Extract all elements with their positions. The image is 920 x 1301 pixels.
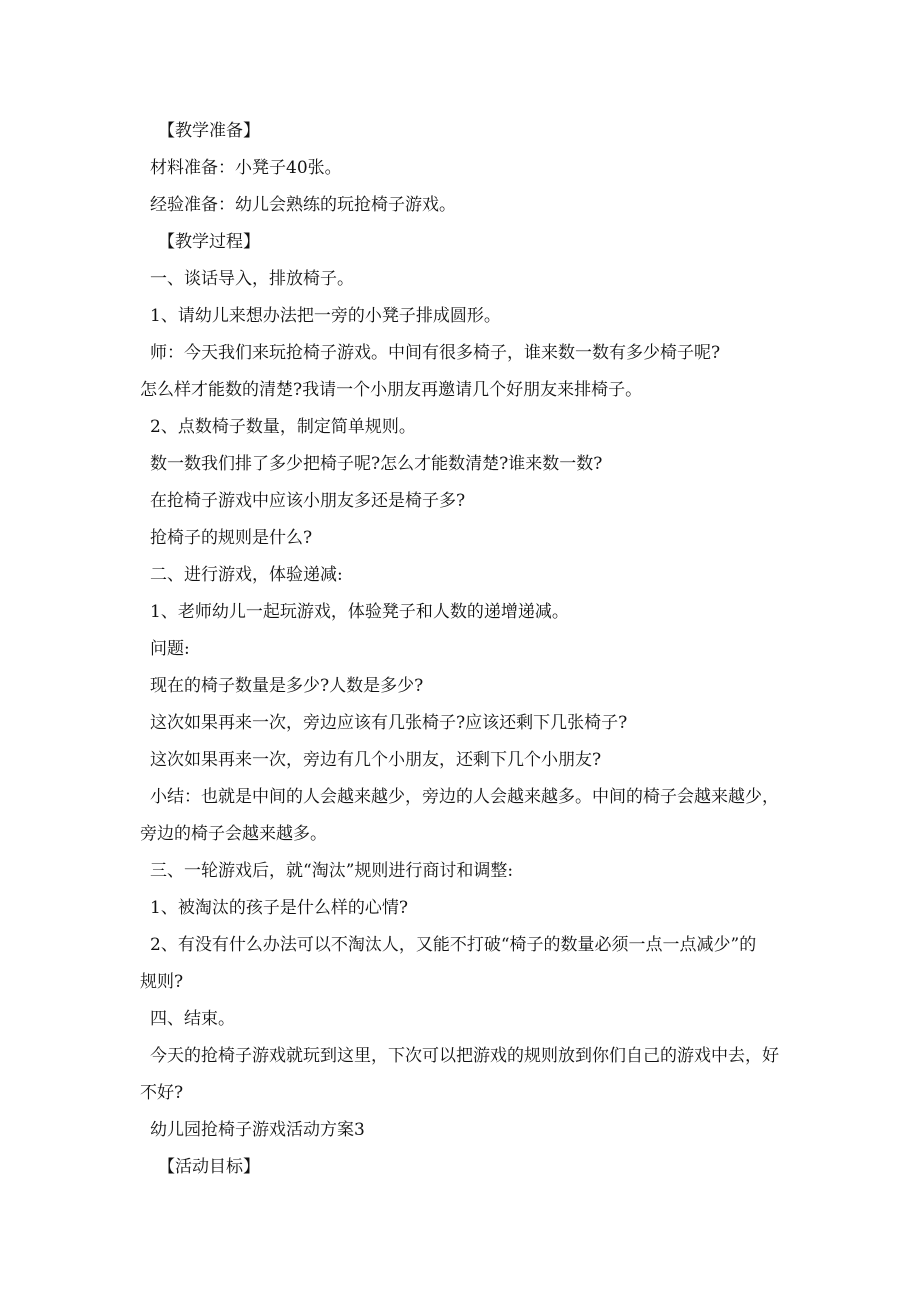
- plan-title: 幼儿园抢椅子游戏活动方案3: [150, 1120, 365, 1140]
- paragraph-line: 小结：也就是中间的人会越来越少，旁边的人会越来越多。中间的椅子会越来越少，: [150, 787, 779, 807]
- section-heading-preparation: 【教学准备】: [158, 121, 260, 141]
- paragraph-line: 2、点数椅子数量，制定简单规则。: [150, 417, 416, 437]
- paragraph-line: 四、结束。: [150, 1009, 235, 1029]
- paragraph-line: 师：今天我们来玩抢椅子游戏。中间有很多椅子，谁来数一数有多少椅子呢?: [150, 343, 721, 363]
- paragraph-line: 现在的椅子数量是多少?人数是多少?: [150, 676, 424, 696]
- paragraph-line: 在抢椅子游戏中应该小朋友多还是椅子多?: [150, 491, 466, 511]
- paragraph-line: 1、被淘汰的孩子是什么样的心情?: [150, 898, 408, 918]
- paragraph-line: 规则?: [140, 972, 184, 992]
- paragraph-line: 今天的抢椅子游戏就玩到这里，下次可以把游戏的规则放到你们自己的游戏中去，好: [150, 1046, 779, 1066]
- paragraph-line: 经验准备：幼儿会熟练的玩抢椅子游戏。: [150, 195, 456, 215]
- paragraph-line: 二、进行游戏，体验递减:: [150, 565, 343, 585]
- paragraph-line: 三、一轮游戏后，就“淘汰”规则进行商讨和调整:: [150, 861, 514, 881]
- paragraph-line: 数一数我们排了多少把椅子呢?怎么才能数清楚?谁来数一数?: [150, 454, 603, 474]
- paragraph-line: 这次如果再来一次，旁边应该有几张椅子?应该还剩下几张椅子?: [150, 713, 628, 733]
- section-heading-objectives: 【活动目标】: [158, 1157, 260, 1177]
- paragraph-line: 抢椅子的规则是什么?: [150, 528, 313, 548]
- paragraph-line: 不好?: [140, 1083, 184, 1103]
- paragraph-line: 2、有没有什么办法可以不淘汰人，又能不打破“椅子的数量必须一点一点减少”的: [150, 935, 757, 955]
- paragraph-line: 1、请幼儿来想办法把一旁的小凳子排成圆形。: [150, 306, 501, 326]
- paragraph-line: 怎么样才能数的清楚?我请一个小朋友再邀请几个好朋友来排椅子。: [140, 380, 643, 400]
- paragraph-line: 旁边的椅子会越来越多。: [140, 824, 327, 844]
- paragraph-line: 一、谈话导入，排放椅子。: [150, 269, 354, 289]
- paragraph-line: 1、老师幼儿一起玩游戏，体验凳子和人数的递增递减。: [150, 602, 569, 622]
- paragraph-line: 材料准备：小凳子40张。: [150, 158, 342, 178]
- paragraph-line: 问题:: [150, 639, 190, 659]
- paragraph-line: 这次如果再来一次，旁边有几个小朋友，还剩下几个小朋友?: [150, 750, 602, 770]
- section-heading-process: 【教学过程】: [158, 232, 260, 252]
